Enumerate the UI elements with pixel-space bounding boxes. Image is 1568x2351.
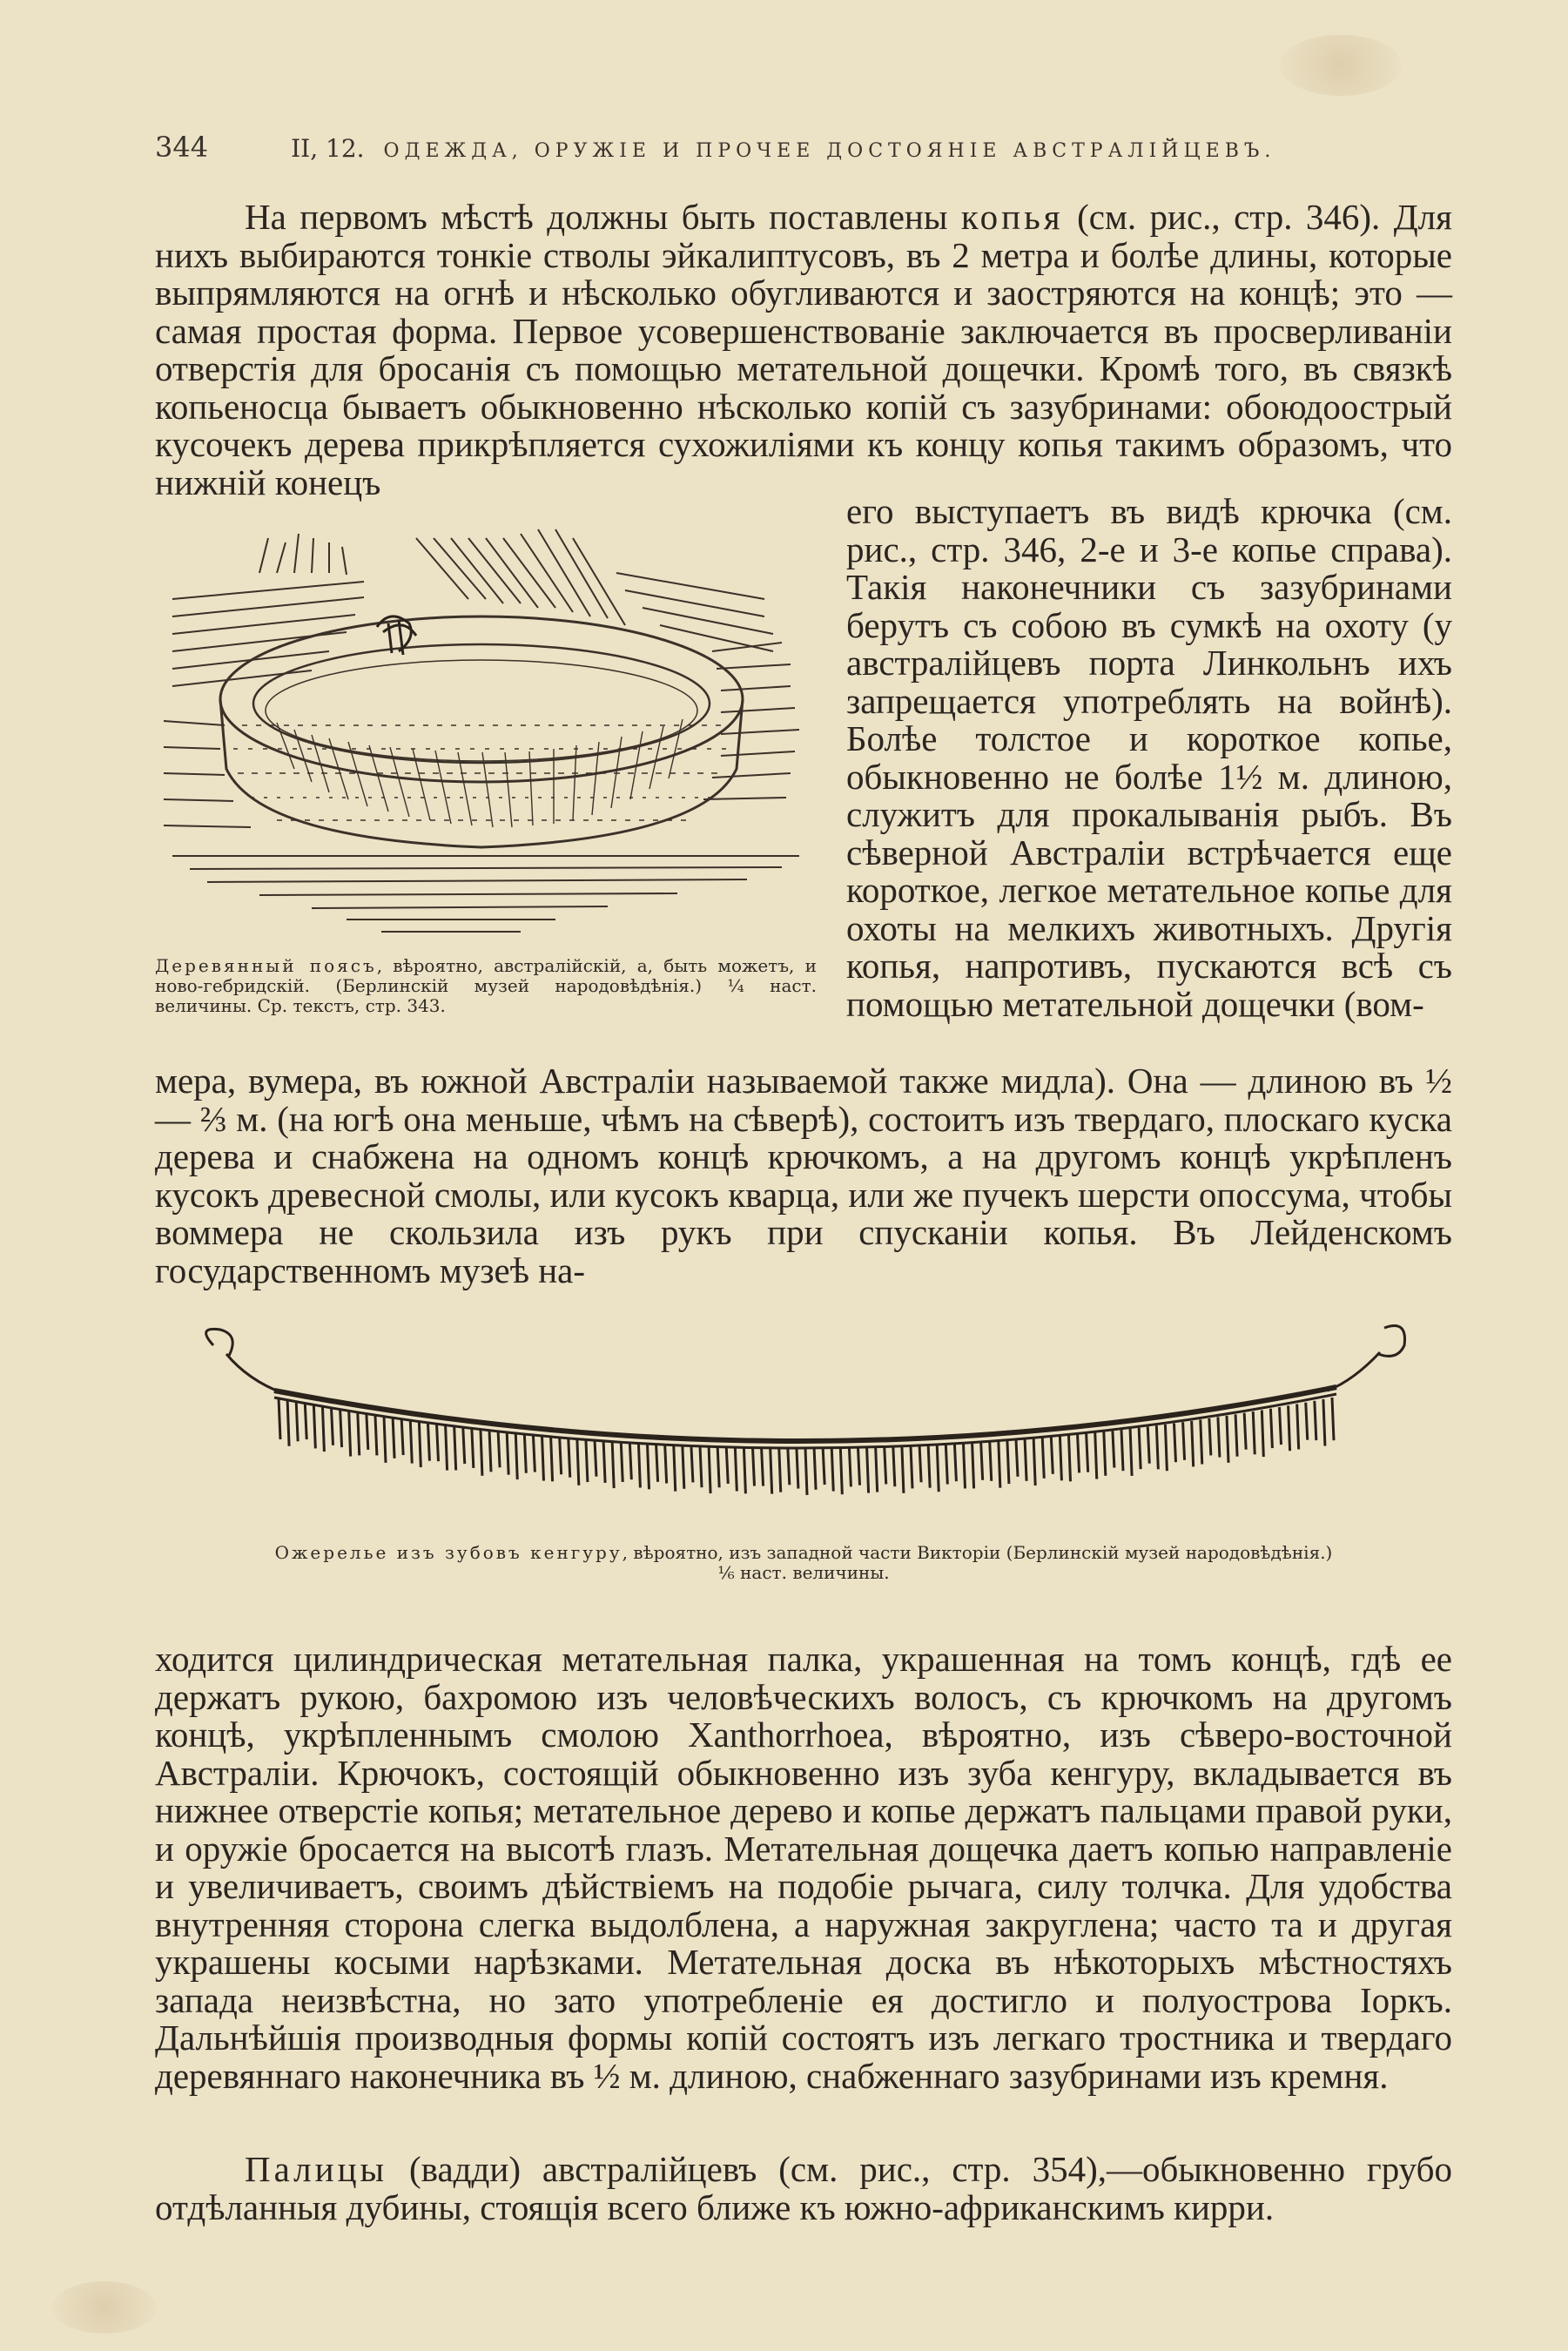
tooth-mark [1244,1413,1246,1450]
tooth-mark [1007,1440,1009,1484]
tooth-mark [446,1425,448,1471]
text-run: (см. рис., стр. 346). Для нихъ выбираются тонкіе стволы эйкалиптусовъ, въ 2 метра и болѣе длины, которые выпрямляются на огнѣ и нѣсколько обугливаются и заостряются на концѣ; это — самая простая форма. Первое усовершенствованіе заключается въ просверливаніи отверстія для бросанія съ помощью метательной дощечки. Кромѣ того, въ связкѣ копьеносца бываетъ обыкновенно нѣсколько копій съ зазубринами: обоюдоострый кусочекъ дерева прикрѣпляется сухожиліями къ концу копья такимъ образомъ, что нижній конецъ [155,197,1452,502]
paragraph-throwing-stick: ходится цилиндрическая метательная палка, украшенная на томъ концѣ, гдѣ ее держатъ рукою, бахромою изъ человѣческихъ волосъ, съ крючкомъ на другомъ концѣ, укрѣпленнымъ смолою Xanthorrhoea, вѣроятно, изъ сѣверо-восточной Австраліи. Крючокъ, состоящій обыкновенно изъ зуба кенгуру, вкладывается въ нижнее отверстіе копья; метательное дерево и копье держатъ пальцами правой руки, и оружіе бросается на высотѣ глазъ. Метательная дощечка даетъ копью направленіе и увеличиваетъ, своимъ дѣйствіемъ на подобіе рычага, силу толчка. Для удобства внутренняя сторона слегка выдолблена, а наружная закруглена; часто та и другая украшены косыми нарѣзками. Метательная доска въ нѣкоторыхъ мѣстностяхъ запада неизвѣстна, но зато употребленіе ея достигло и полуострова Іоркъ. Дальнѣйшія производныя формы копій состоятъ изъ легкаго тростника и твердаго деревяннаго наконечника въ ½ м. длиною, снабженнаго зазубринами изъ кремня. [155,1639,1452,2096]
tooth-mark [1156,1425,1158,1469]
text-run: (вадди) австралійцевъ (см. рис., стр. 354),—обыкновенно грубо отдѣланныя дубины, стоящія всего ближе къ южно-африканскимъ кирри. [155,2149,1452,2227]
paper-stain [52,2281,157,2334]
tooth-mark [1332,1398,1334,1440]
tooth-mark [1147,1426,1149,1463]
tooth-mark [1280,1407,1282,1445]
tooth-mark [1087,1434,1088,1472]
paragraph-woomera: мера, вумера, въ южной Австраліи называемой также мидла). Она — длиною въ ½ — ⅔ м. (на югѣ она меньше, чѣмъ на сѣверѣ), состоитъ изъ твердаго, плоскаго куска дерева и снабжена на одномъ концѣ крючкомъ, а на другомъ концѣ укрѣпленъ кусокъ древесной смолы, или кусокъ кварца, или же пучекъ шерсти опоссума, чтобы воммера не скользила изъ рукъ при спусканіи копья. Въ Лейденскомъ государственномъ музеѣ на- [155,1061,1452,1290]
tooth-mark [507,1431,508,1474]
tooth-mark [603,1440,605,1482]
tooth-mark [296,1401,298,1441]
tooth-mark [621,1442,622,1482]
tooth-mark [937,1445,939,1492]
tooth-mark [1051,1437,1053,1473]
tooth-mark [876,1447,878,1492]
tooth-mark [401,1418,403,1455]
tooth-mark [577,1438,579,1485]
paper-stain [1280,35,1402,96]
tooth-mark [683,1445,684,1489]
tooth-mark [533,1435,535,1472]
caption-title: Ожерелье изъ зубовъ кенгуру [274,1542,622,1563]
tooth-mark [340,1409,342,1447]
tooth-mark [1192,1421,1194,1467]
tooth-mark [1297,1404,1299,1449]
tooth-mark [797,1448,798,1489]
tooth-mark [893,1446,895,1486]
tooth-mark [665,1445,667,1484]
page-number: 344 [155,131,209,164]
tooth-mark [1323,1399,1325,1446]
term-clubs: Палицы [245,2149,388,2189]
tooth-mark [472,1428,474,1468]
tooth-mark [919,1445,921,1482]
tooth-mark [1113,1431,1114,1467]
tooth-mark [999,1441,1000,1488]
text-run: На первомъ мѣстѣ должны быть поставлены [245,197,961,237]
figure-wooden-belt [155,521,817,947]
tooth-mark [489,1430,491,1472]
tooth-mark [313,1404,315,1448]
tooth-mark [1174,1424,1176,1463]
paragraph-clubs [155,2151,1452,2226]
tooth-mark [744,1447,745,1493]
paragraph-spears-wrap: его выступаетъ въ видѣ крючка (см. рис., стр. 346, 2-е и 3-е копье справа). Такія наконечники съ зазубринами берутъ съ собою въ сумкѣ на охоту (у австралійцевъ порта Линкольнъ ихъ запрещается употреблять на войнѣ). Болѣе толстое и короткое копье, обыкновенно не болѣе 1½ м. длиною, служитъ для прокалыванія рыбъ. Въ сѣверной Австраліи встрѣчается еще короткое, легкое метательное копье для охоты на мелкихъ животныхъ. Другія копья, напротивъ, пускаются всѣ съ помощью метательной дощечки (вом- [846,491,1452,1024]
tooth-mark [1289,1405,1290,1451]
tooth-mark [709,1446,710,1493]
tooth-mark [771,1448,772,1494]
tooth-mark [788,1448,790,1485]
tooth-mark [849,1448,851,1487]
tooth-mark [481,1429,482,1476]
tooth-mark [305,1403,306,1439]
section-number: II, 12. [291,134,365,163]
tooth-mark [419,1421,421,1467]
tooth-mark [674,1445,676,1491]
tooth-mark [656,1444,658,1482]
tooth-mark [1078,1435,1080,1473]
tooth-mark [1130,1429,1132,1476]
tooth-mark [990,1442,992,1481]
tooth-mark [638,1443,640,1487]
caption-scale: ⅙ наст. величины. [717,1562,890,1583]
tooth-mark [1104,1431,1106,1475]
tooth-mark [1235,1414,1237,1456]
tooth-mark [569,1438,570,1477]
chapter-title: ОДЕЖДА, ОРУЖІЕ И ПРОЧЕЕ ДОСТОЯНІЕ АВСТРАЛІЙЦЕВЪ. [383,140,1276,162]
tooth-mark [867,1447,869,1492]
tooth-mark [1306,1403,1308,1440]
tooth-mark [287,1399,289,1446]
tooth-mark [691,1445,693,1482]
tooth-mark [946,1445,947,1485]
tooth-mark [560,1437,562,1474]
wooden-belt-illustration [155,521,817,947]
tooth-mark [648,1444,649,1490]
tooth-mark [911,1446,912,1489]
tooth-mark [1262,1410,1263,1457]
tooth-mark [524,1434,526,1473]
tooth-mark [954,1444,956,1481]
tooth-mark [332,1407,333,1445]
tooth-mark [814,1448,816,1490]
tooth-mark [928,1445,930,1488]
tooth-mark [858,1447,860,1485]
tooth-mark [367,1413,368,1450]
tooth-mark [629,1443,631,1480]
tooth-mark [902,1446,904,1493]
tooth-mark [700,1446,702,1488]
tooth-mark [964,1444,966,1489]
tooth-mark [735,1447,737,1492]
tooth-mark [551,1436,553,1481]
tooth-mark [375,1414,377,1455]
necklace-illustration [178,1310,1441,1533]
tooth-mark [840,1448,842,1494]
tooth-mark [322,1405,324,1452]
tooth-mark [586,1439,588,1482]
tooth-mark [1218,1417,1220,1457]
figure-caption-wooden-belt [155,956,817,1016]
tooth-mark [279,1398,280,1439]
tooth-mark [1139,1428,1141,1469]
tooth-mark [463,1426,465,1464]
tooth-mark [358,1411,360,1455]
tooth-mark [595,1440,596,1477]
running-header [155,131,1444,164]
tooth-mark [410,1419,412,1463]
tooth-mark [515,1432,517,1479]
tooth-mark [393,1417,394,1458]
tooth-mark [1121,1430,1123,1471]
tooth-mark [498,1431,500,1467]
term-spears: копья [960,197,1064,237]
tooth-mark [1025,1439,1026,1481]
tooth-mark [1042,1438,1044,1479]
tooth-mark [1201,1419,1202,1464]
tooth-mark [823,1448,824,1485]
tooth-mark [726,1447,728,1484]
tooth-mark [1016,1440,1018,1477]
tooth-mark [612,1441,614,1488]
tooth-mark [972,1443,974,1488]
tooth-mark [437,1424,439,1462]
tooth-mark [1165,1425,1167,1471]
paragraph-spears [155,199,1452,502]
tooth-mark [1095,1432,1097,1479]
figure-kangaroo-teeth-necklace [178,1310,1441,1533]
tooth-mark [542,1436,544,1481]
tooth-mark [427,1422,429,1460]
tooth-mark [1060,1436,1061,1480]
tooth-mark [717,1446,719,1487]
tooth-mark [753,1447,755,1485]
tooth-mark [384,1416,386,1463]
tooth-mark [805,1448,807,1495]
tooth-mark [831,1448,833,1492]
tooth-mark [454,1425,456,1470]
tooth-mark [349,1410,351,1456]
caption-title: Деревянный поясъ [155,955,377,976]
caption-text: , вѣроятно, австралійскій, а, быть можетъ, и ново-гебридскій. (Берлинскій музей народовѣдѣнія.) ¼ наст. величины. Ср. текстъ, стр. 343. [155,955,817,1016]
tooth-mark [1069,1436,1071,1482]
tooth-mark [779,1448,781,1492]
tooth-mark [1227,1416,1228,1463]
tooth-mark [1033,1438,1035,1485]
tooth-mark [1315,1401,1316,1440]
tooth-mark [762,1448,764,1486]
tooth-mark [1270,1409,1272,1448]
tooth-mark [981,1443,983,1480]
tooth-mark [1183,1422,1185,1460]
tooth-mark [885,1447,886,1485]
tooth-mark [1209,1418,1211,1456]
caption-text: , вѣроятно, изъ западной части Викторіи (Берлинскій музей народовѣдѣнія.) [622,1542,1333,1563]
tooth-mark [1253,1411,1255,1454]
figure-caption-necklace [155,1543,1452,1583]
